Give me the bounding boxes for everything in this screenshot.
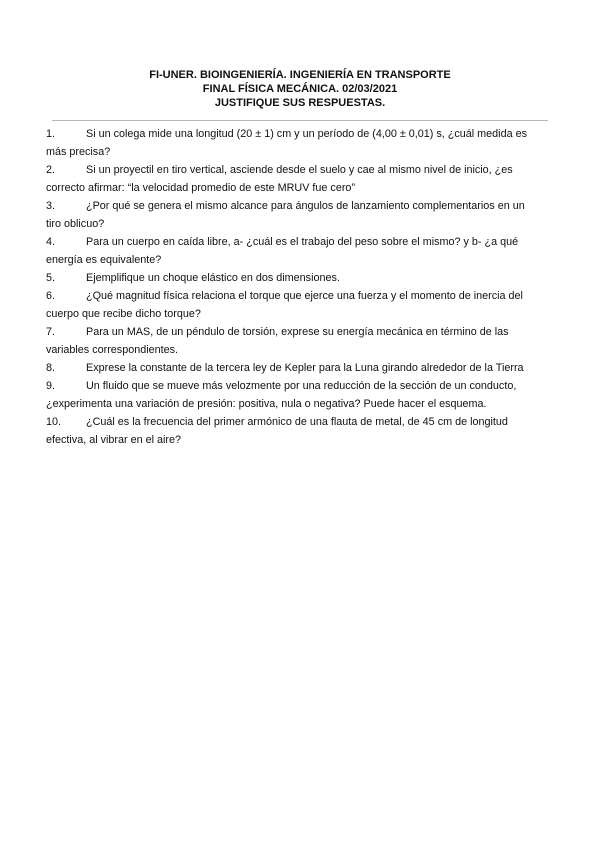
question-text: ¿experimenta una variación de presión: positiva, nula o negativa? Puede hacer el esquema. [46,398,487,410]
question-text: Para un MAS, de un péndulo de torsión, exprese su energía mecánica en término de las [86,326,509,338]
question-number: 9. [46,380,56,392]
question-line [46,197,552,215]
question-line [46,359,552,377]
question-line [46,161,552,179]
question-number: 3. [46,200,56,212]
question-item [46,377,552,413]
question-line [46,431,552,449]
question-number: 2. [46,164,56,176]
question-line [46,215,552,233]
question-item [46,233,552,269]
question-text: Exprese la constante de la tercera ley de Kepler para la Luna girando alrededor de la Tierra [86,362,524,374]
question-line [46,125,552,143]
question-line [46,305,552,323]
question-text: variables correspondientes. [46,344,179,356]
question-item [46,197,552,233]
question-line [46,395,552,413]
question-text: cuerpo que recibe dicho torque? [46,308,201,320]
question-line [46,143,552,161]
question-line [46,179,552,197]
exam-header [40,68,560,110]
question-line [46,323,552,341]
question-line [46,413,552,431]
header-divider [52,120,548,121]
question-text: ¿Qué magnitud física relaciona el torque que ejerce una fuerza y el momento de inercia del [86,290,523,302]
question-text: efectiva, al vibrar en el aire? [46,434,182,446]
question-number: 8. [46,362,56,374]
question-text: Para un cuerpo en caída libre, a- ¿cuál es el trabajo del peso sobre el mismo? y b- ¿a qué [86,236,519,248]
header-institution: FI-UNER. BIOINGENIERÍA. INGENIERÍA EN TRANSPORTE [149,69,451,81]
question-text: energía es equivalente? [46,254,162,266]
question-item [46,269,552,287]
question-item [46,323,552,359]
question-list [46,125,552,449]
question-item [46,125,552,161]
question-text: correcto afirmar: “la velocidad promedio de este MRUV fue cero” [46,182,356,194]
question-item [46,413,552,449]
question-line [46,287,552,305]
question-item [46,359,552,377]
question-text: Un fluido que se mueve más velozmente por una reducción de la sección de un conducto, [86,380,517,392]
question-number: 4. [46,236,56,248]
question-number: 1. [46,128,56,140]
question-number: 7. [46,326,56,338]
header-instruction: JUSTIFIQUE SUS RESPUESTAS. [214,97,386,109]
question-line [46,233,552,251]
question-text: ¿Por qué se genera el mismo alcance para ángulos de lanzamiento complementarios en un [86,200,525,212]
header-exam-title: FINAL FÍSICA MECÁNICA. 02/03/2021 [202,83,398,95]
question-line [46,341,552,359]
question-line [46,251,552,269]
question-item [46,161,552,197]
question-item [46,287,552,323]
question-text: tiro oblicuo? [46,218,105,230]
question-number: 6. [46,290,56,302]
question-line [46,269,552,287]
question-number: 10. [46,416,62,428]
question-text: más precisa? [46,146,111,158]
question-number: 5. [46,272,56,284]
question-text: Si un proyectil en tiro vertical, asciende desde el suelo y cae al mismo nivel de inicio, ¿es [86,164,513,176]
question-text: Si un colega mide una longitud (20 ± 1) cm y un período de (4,00 ± 0,01) s, ¿cuál medida es [86,128,527,140]
question-text: Ejemplifique un choque elástico en dos dimensiones. [86,272,340,284]
question-line [46,377,552,395]
question-text: ¿Cuál es la frecuencia del primer armónico de una flauta de metal, de 45 cm de longitud [86,416,508,428]
